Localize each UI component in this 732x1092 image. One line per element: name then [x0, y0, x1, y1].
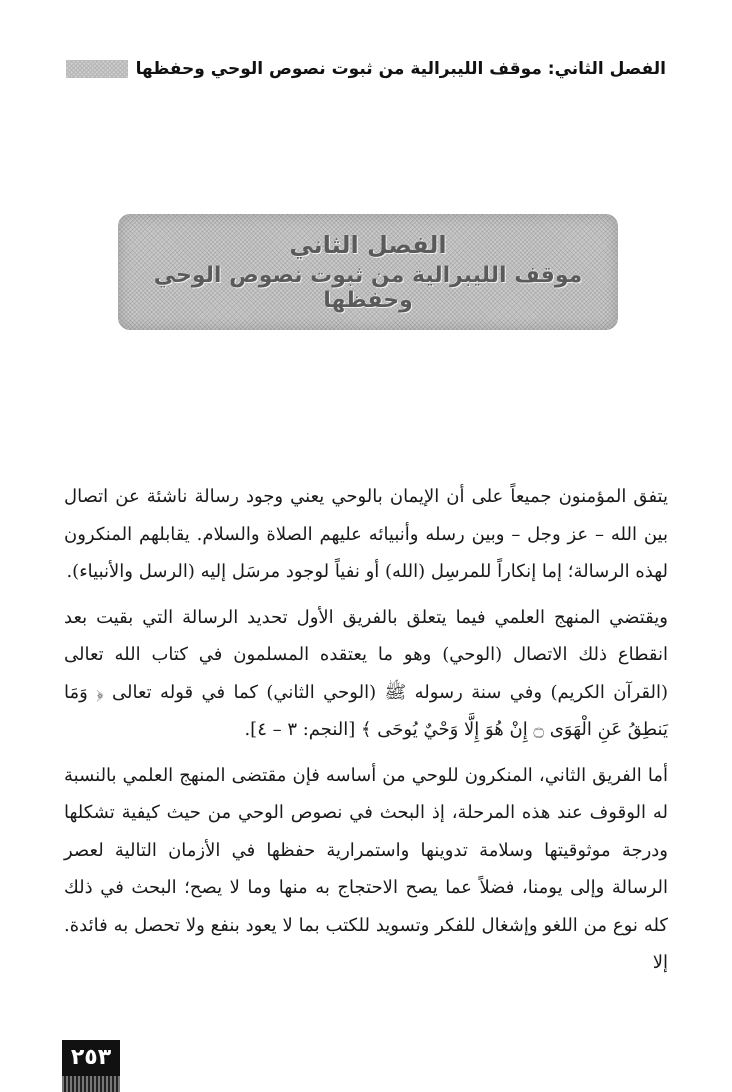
chapter-title-box: [118, 214, 618, 330]
page-number: ٢٥٣: [62, 1040, 120, 1092]
running-header-ornament: [66, 60, 128, 78]
page-number-ornament: [62, 1076, 120, 1092]
running-header-title: الفصل الثاني: موقف الليبرالية من ثبوت نصوص الوحي وحفظها: [135, 59, 666, 79]
paragraph: ويقتضي المنهج العلمي فيما يتعلق بالفريق الأول تحديد الرسالة التي بقيت بعد انقطاع ذلك الاتصال (الوحي) وهو ما يعتقده المسلمون في كتاب الله تعالى (القرآن الكريم) وفي سنة رسوله ﷺ (الوحي الثاني) كما في قوله تعالى ﴿ وَمَا يَنطِقُ عَنِ الْهَوَى ۝ إِنْ هُوَ إِلَّا وَحْيٌ يُوحَى ﴾ [النجم: ٣ – ٤].: [64, 606, 668, 740]
running-header: [66, 52, 666, 86]
body-text: [64, 478, 668, 990]
paragraph: أما الفريق الثاني، المنكرون للوحي من أساسه فإن مقتضى المنهج العلمي بالنسبة له الوقوف عند هذه المرحلة، إذ البحث في نصوص الوحي من حيث كيفية تشكلها ودرجة موثوقيتها وسلامة تدوينها واستمرارية حفظها في الأزمان التالية لعصر الرسالة وإلى يومنا، فضلاً عما يصح الاحتجاج به منها وما لا يصح؛ البحث في ذلك كله نوع من اللغو وإشغال للفكر وتسويد للكتب بما لا يعود بنفع ولا تحصل به فائدة. إلا: [64, 764, 668, 973]
chapter-number: الفصل الثاني: [289, 231, 447, 259]
paragraph: يتفق المؤمنون جميعاً على أن الإيمان بالوحي يعني وجود رسالة ناشئة عن اتصال بين الله – عز وجل – وبين رسله وأنبيائه عليهم الصلاة والسلام. يقابلهم المنكرون لهذه الرسالة؛ إما إنكاراً للمرسِل (الله) أو نفياً لوجود مرسَل إليه (الرسل والأنبياء).: [64, 486, 668, 582]
chapter-title: موقف الليبرالية من ثبوت نصوص الوحي وحفظها: [153, 263, 583, 313]
